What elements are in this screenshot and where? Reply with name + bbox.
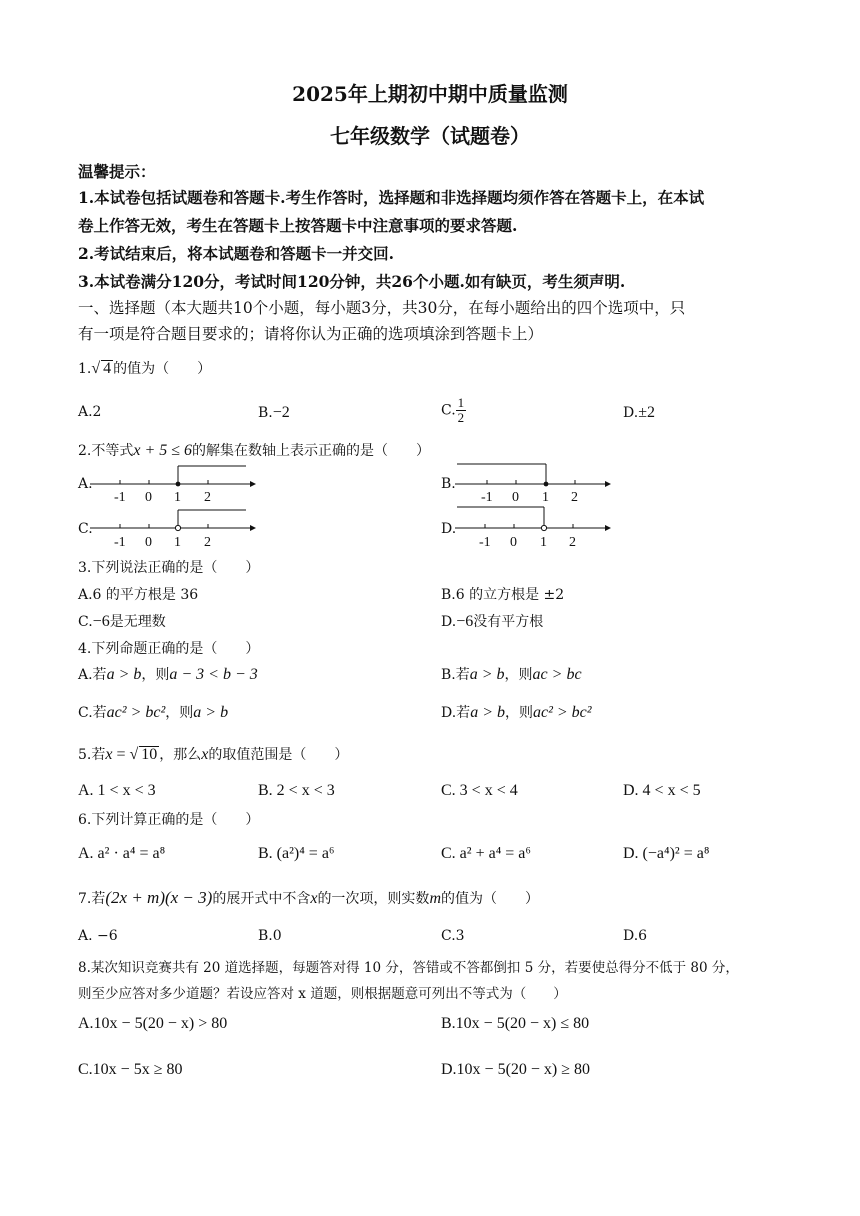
notice-line-3: 3.本试卷满分120分，考试时间120分钟，共26个小题.如有缺页，考生须声明. — [78, 272, 626, 291]
q3-option-c: C.−6是无理数 — [78, 613, 166, 630]
tick-label: 0 — [510, 535, 517, 550]
q6-option-a: A. a² · a⁴ = a⁸ — [78, 845, 166, 862]
q1-option-d: D.±2 — [623, 404, 655, 421]
q4-option-c: C.若ac² > bc²，则a > b — [78, 704, 229, 721]
question-8-line-1: 8.某次知识竞赛共有 20 道选择题，每题答对得 10 分，答错或不答都倒扣 5 分，若要使总得分不低于 80 分， — [78, 960, 739, 976]
q8-option-c: C.10x − 5x ≥ 80 — [78, 1061, 183, 1078]
tick-label: 0 — [512, 490, 519, 504]
q5-radicand: 10 — [141, 746, 158, 763]
q8-option-b: B.10x − 5(20 − x) ≤ 80 — [441, 1015, 590, 1032]
tick-label: 2 — [204, 490, 211, 504]
question-2: 2.不等式x + 5 ≤ 6的解集在数轴上表示正确的是（ ） — [78, 442, 431, 459]
q6-option-c: C. a² + a⁴ = a⁶ — [441, 845, 531, 862]
q2-option-a-label: A. — [78, 476, 93, 492]
tick-label: -1 — [481, 490, 493, 504]
q2-number-line-c — [88, 506, 258, 550]
tick-label: 2 — [569, 535, 576, 550]
exam-subtitle: 七年级数学（试题卷） — [330, 124, 530, 148]
q5-option-b: B. 2 < x < 3 — [258, 782, 335, 799]
notice-heading: 温馨提示： — [78, 162, 156, 181]
q2-number-line-a — [88, 462, 258, 504]
q3-option-b: B.6 的立方根是 ±2 — [441, 587, 565, 603]
tick-label: 2 — [204, 535, 211, 550]
tick-label: 1 — [540, 535, 547, 550]
question-7: 7.若(2x + m)(x − 3)的展开式中不含x的一次项，则实数m的值为（ ） — [78, 888, 539, 907]
q4-option-d: D.若a > b，则ac² > bc² — [441, 704, 592, 721]
q5-option-a: A. 1 < x < 3 — [78, 782, 156, 799]
q7-option-a: A. −6 — [78, 928, 118, 944]
q2-option-c-label: C. — [78, 521, 93, 537]
question-6: 6.下列计算正确的是（ ） — [78, 812, 260, 828]
tick-label: 2 — [571, 490, 578, 504]
q5-option-d: D. 4 < x < 5 — [623, 782, 701, 799]
q8-option-a: A.10x − 5(20 − x) > 80 — [78, 1015, 228, 1032]
q6-option-d: D. (−a⁴)² = a⁸ — [623, 845, 710, 862]
tick-label: -1 — [114, 490, 126, 504]
q2-option-d-label: D. — [441, 521, 457, 537]
q1-option-a: A.2 — [78, 404, 102, 420]
question-8-line-2: 则至少应答对多少道题？若设应答对 x 道题，则根据题意可列出不等式为（ ） — [78, 986, 567, 1002]
q3-option-a: A.6 的平方根是 36 — [78, 587, 199, 603]
tick-label: -1 — [479, 535, 491, 550]
q2-number-line-d — [453, 504, 623, 550]
section-heading-line-1: 一、选择题（本大题共10个小题，每小题3分，共30分，在每小题给出的四个选项中，只 — [78, 299, 686, 317]
q1-option-b: B.−2 — [258, 404, 290, 421]
q6-option-b: B. (a²)⁴ = a⁶ — [258, 845, 335, 862]
question-1: 1.√ 4 的值为（ ） — [78, 360, 212, 377]
q7-option-d: D.6 — [623, 928, 648, 944]
tick-label: 0 — [145, 535, 152, 550]
q5-option-c: C. 3 < x < 4 — [441, 782, 518, 799]
q1-radicand: 4 — [103, 360, 112, 377]
q2-option-b-label: B. — [441, 476, 456, 492]
q1-option-c: C. $\frac{1}{2}$ — [441, 395, 465, 425]
tick-label: 0 — [145, 490, 152, 504]
question-3: 3.下列说法正确的是（ ） — [78, 560, 260, 576]
q4-option-a: A.若a > b，则a − 3 < b − 3 — [78, 666, 258, 683]
q2-number-line-b — [453, 462, 623, 504]
tick-label: 1 — [174, 535, 181, 550]
q4-option-b: B.若a > b，则ac > bc — [441, 666, 582, 683]
q8-option-d: D.10x − 5(20 − x) ≥ 80 — [441, 1061, 591, 1078]
notice-line-1: 1.本试卷包括试题卷和答题卡.考生作答时，选择题和非选择题均须作答在答题卡上，在本试 — [78, 188, 705, 207]
question-4: 4.下列命题正确的是（ ） — [78, 641, 260, 657]
tick-label: -1 — [114, 535, 126, 550]
section-heading-line-2: 有一项是符合题目要求的；请将你认为正确的选项填涂到答题卡上） — [78, 325, 544, 343]
tick-label: 1 — [542, 490, 549, 504]
notice-line-2: 2.考试结束后，将本试题卷和答题卡一并交回. — [78, 244, 395, 263]
question-5: 5.若x = √ 10 ，那么x的取值范围是（ ） — [78, 746, 349, 763]
notice-line-1b: 卷上作答无效，考生在答题卡上按答题卡中注意事项的要求答题. — [78, 216, 518, 235]
exam-title: 2025年上期初中期中质量监测 — [292, 82, 568, 106]
tick-label: 1 — [174, 490, 181, 504]
q3-option-d: D.−6没有平方根 — [441, 613, 544, 630]
q7-option-b: B.0 — [258, 928, 282, 944]
q7-option-c: C.3 — [441, 928, 465, 944]
